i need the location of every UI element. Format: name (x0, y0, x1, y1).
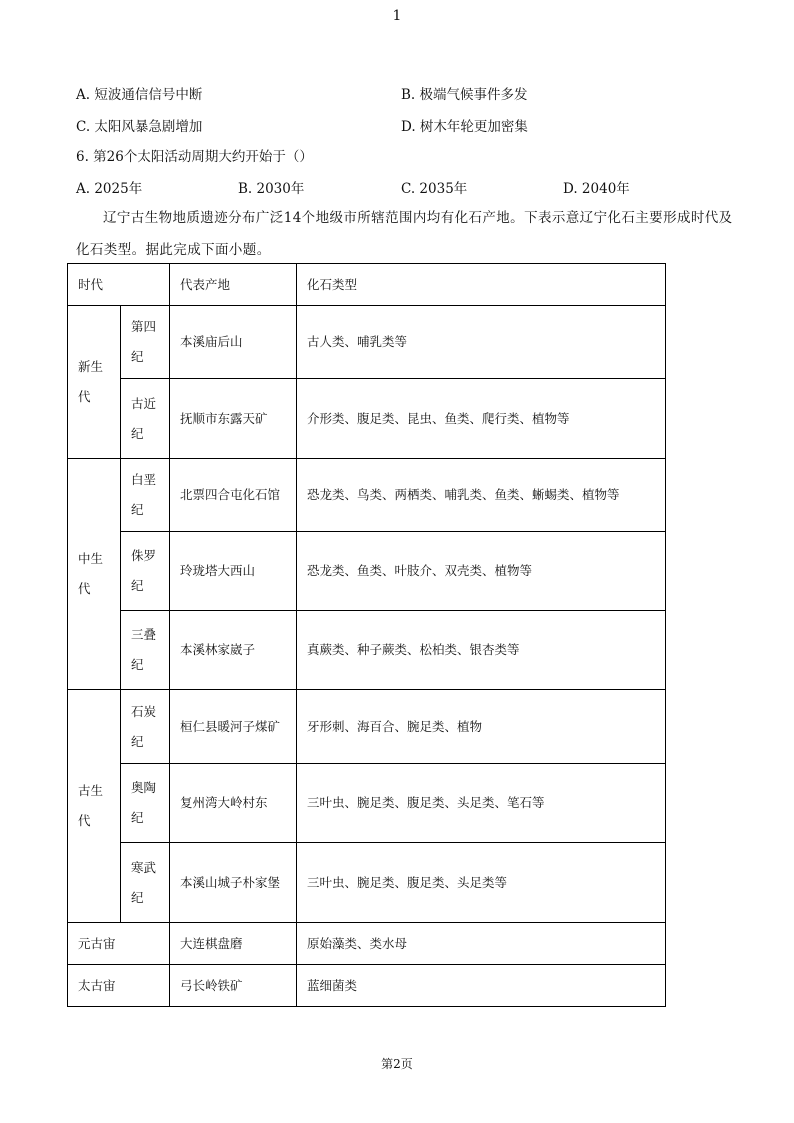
fossil-cell: 三叶虫、腕足类、腹足类、头足类、笔石等 (297, 764, 666, 843)
q5-option-c: C. 太阳风暴急剧增加 (76, 119, 203, 135)
fossil-table (67, 263, 666, 1007)
table-row (68, 306, 666, 379)
period-cell: 三叠纪 (121, 611, 170, 690)
period-cell: 侏罗纪 (121, 532, 170, 611)
passage: 辽宁古生物地质遗迹分布广泛14个地级市所辖范围内均有化石产地。下表示意辽宁化石主要形成时代及化石类型。据此完成下面小题。 (76, 210, 733, 258)
site-cell: 抚顺市东露天矿 (170, 379, 297, 459)
fossil-cell: 牙形刺、海百合、腕足类、植物 (297, 690, 666, 764)
period-cell: 古近纪 (121, 379, 170, 459)
table-row (68, 764, 666, 843)
eon-cell: 元古宙 (68, 923, 170, 965)
period-cell: 白垩纪 (121, 459, 170, 532)
page-footer: 第2页 (381, 1057, 413, 1071)
fossil-cell: 介形类、腹足类、昆虫、鱼类、爬行类、植物等 (297, 379, 666, 459)
fossil-cell: 原始藻类、类水母 (297, 923, 666, 965)
site-cell: 本溪庙后山 (170, 306, 297, 379)
site-cell: 本溪林家崴子 (170, 611, 297, 690)
header-era: 时代 (68, 264, 170, 306)
site-cell: 玲珑塔大西山 (170, 532, 297, 611)
header-site: 代表产地 (170, 264, 297, 306)
q6-option-a: A. 2025年 (76, 181, 143, 197)
q5-option-a: A. 短波通信信号中断 (76, 87, 203, 103)
q6-option-d: D. 2040年 (563, 181, 630, 197)
table-row (68, 923, 666, 965)
q6-stem: 6. 第26个太阳活动周期大约开始于（） (76, 149, 313, 165)
fossil-cell: 恐龙类、鸟类、两栖类、哺乳类、鱼类、蜥蜴类、植物等 (297, 459, 666, 532)
table-row (68, 690, 666, 764)
table-header-row (68, 264, 666, 306)
page-top-number: 1 (392, 8, 402, 24)
fossil-cell: 三叶虫、腕足类、腹足类、头足类等 (297, 843, 666, 923)
fossil-cell: 真蕨类、种子蕨类、松柏类、银杏类等 (297, 611, 666, 690)
table-row (68, 379, 666, 459)
table-row (68, 611, 666, 690)
eon-cell: 太古宙 (68, 965, 170, 1007)
period-cell: 第四纪 (121, 306, 170, 379)
site-cell: 北票四合屯化石馆 (170, 459, 297, 532)
q5-option-d: D. 树木年轮更加密集 (401, 119, 528, 135)
era-cell: 新生代 (68, 306, 121, 459)
era-cell: 古生代 (68, 690, 121, 923)
fossil-cell: 恐龙类、鱼类、叶肢介、双壳类、植物等 (297, 532, 666, 611)
q6-option-b: B. 2030年 (238, 181, 305, 197)
era-cell: 中生代 (68, 459, 121, 690)
period-cell: 石炭纪 (121, 690, 170, 764)
q5-option-b: B. 极端气候事件多发 (401, 87, 528, 103)
site-cell: 桓仁县暖河子煤矿 (170, 690, 297, 764)
site-cell: 本溪山城子朴家堡 (170, 843, 297, 923)
period-cell: 寒武纪 (121, 843, 170, 923)
fossil-cell: 古人类、哺乳类等 (297, 306, 666, 379)
site-cell: 复州湾大岭村东 (170, 764, 297, 843)
site-cell: 大连棋盘磨 (170, 923, 297, 965)
site-cell: 弓长岭铁矿 (170, 965, 297, 1007)
table-row (68, 843, 666, 923)
fossil-cell: 蓝细菌类 (297, 965, 666, 1007)
table-row (68, 459, 666, 532)
period-cell: 奥陶纪 (121, 764, 170, 843)
table-row (68, 965, 666, 1007)
q6-option-c: C. 2035年 (401, 181, 468, 197)
table-row (68, 532, 666, 611)
header-fossils: 化石类型 (297, 264, 666, 306)
